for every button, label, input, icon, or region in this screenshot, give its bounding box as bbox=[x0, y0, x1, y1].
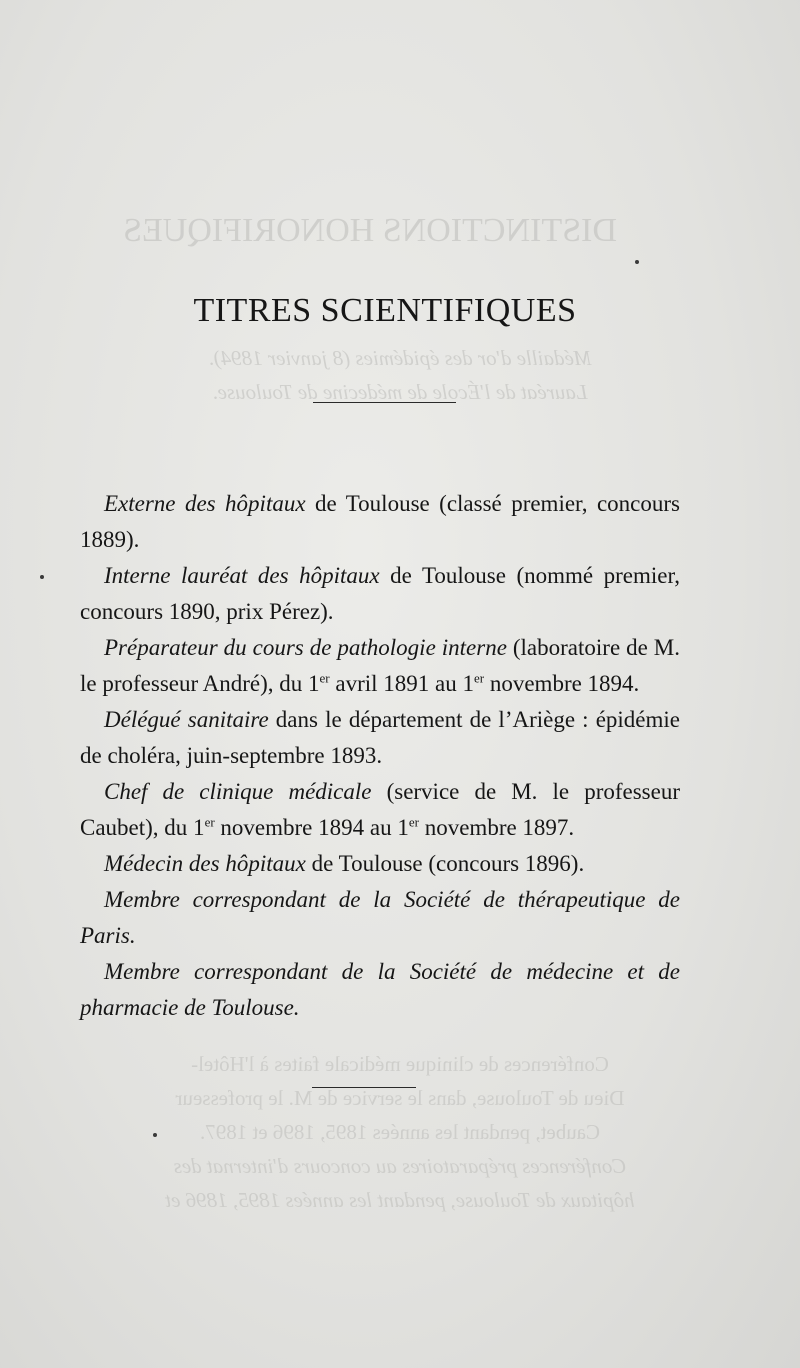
entry-detail: dans le département de l’Ariège : épidémie de choléra, juin-septembre 1893. bbox=[80, 707, 680, 768]
entry-detail: novembre 1894 au 1 bbox=[214, 815, 409, 840]
scan-speck bbox=[153, 1133, 157, 1137]
bleed-through-line: hôpitaux de Toulouse, pendant les années 1895, 1896 et bbox=[165, 1188, 635, 1212]
entry-role: Membre correspondant de la Société de thérapeutique de Paris. bbox=[80, 887, 680, 948]
title-underline bbox=[313, 402, 456, 403]
entry-membre-medecine bbox=[80, 954, 680, 1026]
entry-interne bbox=[80, 558, 680, 630]
bleed-through-line: Conférences préparatoires au concours d'internat des bbox=[173, 1154, 627, 1178]
entry-role: Interne lauréat des hôpitaux bbox=[104, 563, 380, 588]
ordinal-suffix: er bbox=[204, 814, 215, 830]
entry-delegue bbox=[80, 702, 680, 774]
bleed-through-line: Caubet, pendant les années 1895, 1896 et 1897. bbox=[199, 1120, 601, 1144]
entry-role: Délégué sanitaire bbox=[104, 707, 269, 732]
entry-medecin bbox=[80, 846, 680, 882]
entry-detail: novembre 1897. bbox=[418, 815, 575, 840]
entry-chef-clinique bbox=[80, 774, 680, 846]
bleed-through-line: Lauréat de l'École de médecine de Toulouse. bbox=[212, 380, 588, 404]
entry-preparateur bbox=[80, 630, 680, 702]
scan-speck bbox=[635, 260, 639, 264]
ordinal-suffix: er bbox=[319, 670, 330, 686]
entry-role: Chef de clinique médicale bbox=[104, 779, 372, 804]
titles-list bbox=[80, 486, 680, 1026]
ordinal-suffix: er bbox=[473, 670, 485, 686]
entry-detail: de Toulouse (concours 1896). bbox=[305, 851, 585, 876]
ordinal-suffix: er bbox=[408, 814, 419, 830]
closing-rule bbox=[312, 1087, 416, 1088]
bleed-through-line: Conférences de clinique médicale faites à l'Hôtel- bbox=[191, 1052, 609, 1076]
entry-role: Préparateur du cours de pathologie interne bbox=[104, 635, 507, 660]
entry-detail: de Toulouse (nommé premier, concours 1890, prix Pérez). bbox=[80, 563, 680, 624]
entry-detail: de Toulouse (classé premier, concours 1889). bbox=[80, 491, 681, 552]
scan-speck bbox=[40, 575, 44, 579]
bleed-through-heading: DISTINCTIONS HONORIFIQUES bbox=[123, 212, 617, 249]
entry-membre-therapeutique bbox=[80, 882, 680, 954]
entry-externe bbox=[80, 486, 680, 558]
entry-detail: (laboratoire de M. le professeur André), du 1 bbox=[80, 635, 680, 696]
entry-detail: (service de M. le professeur Caubet), du 1 bbox=[80, 779, 680, 840]
entry-detail: novembre 1894. bbox=[484, 671, 640, 696]
entry-detail: avril 1891 au 1 bbox=[329, 671, 474, 696]
bleed-through-line: Médaille d'or des épidémies (8 janvier 1894). bbox=[208, 346, 592, 370]
entry-role: Médecin des hôpitaux bbox=[104, 851, 306, 876]
page-title: TITRES SCIENTIFIQUES bbox=[193, 292, 577, 329]
bleed-through-line: Dieu de Toulouse, dans le service de M. le professeur bbox=[175, 1086, 625, 1110]
entry-role: Membre correspondant de la Société de médecine et de pharmacie de Toulouse. bbox=[80, 959, 680, 1020]
entry-role: Externe des hôpitaux bbox=[104, 491, 306, 516]
